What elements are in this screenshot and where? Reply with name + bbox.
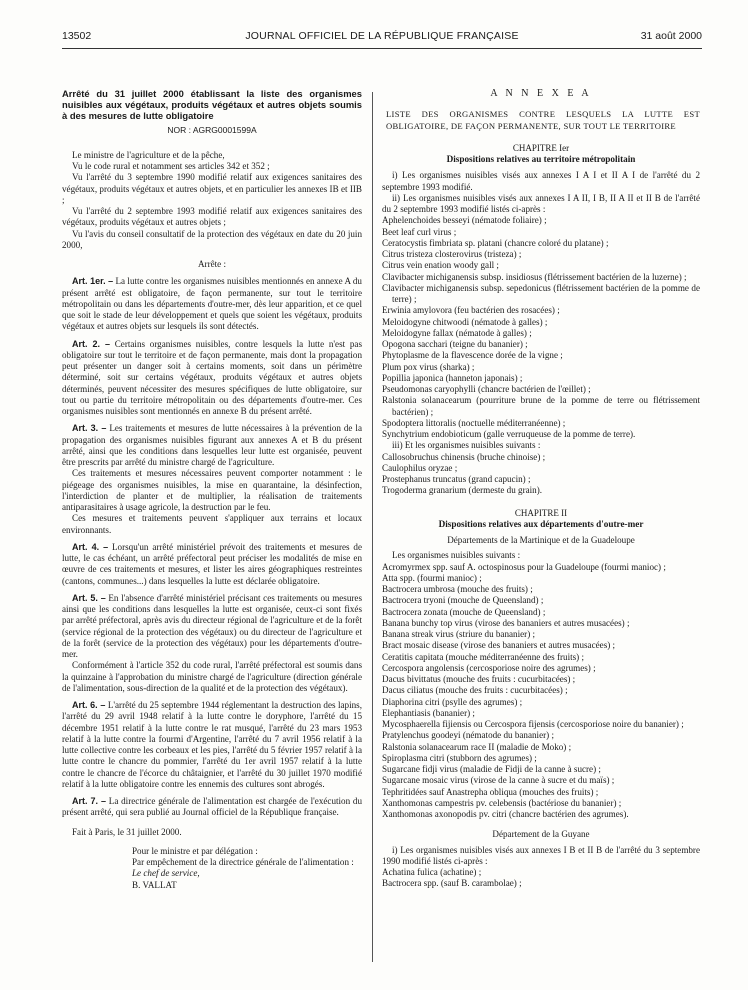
intro-line: Vu l'avis du conseil consultatif de la protection des végétaux en date du 20 juin 2000, [62,228,362,250]
article-3 [62,423,362,468]
organism-entry: Mycosphaerella fijiensis ou Cercospora fijensis (cercosporiose noire du bananier) ; [382,719,684,729]
chapter-1-item-i: i) Les organismes nuisibles visés aux annexes I A I et II A I de l'arrêté du 2 septembre 1993 modifié. [382,170,700,192]
signature-block [62,846,362,891]
article-text: La lutte contre les organismes nuisibles mentionnés en annexe A du présent arrêté est obligatoire, de façon permanente, sur tout le territoire métropolitain ou dans les départements d'outre-mer, dès leur apparition, et ce quel que soit le stade de leur développement et quels que soient les végétaux, produits végétaux et autres objets sur lesquels ils sont détectés. [62,276,362,332]
organism-entry: Diaphorina citri (psylle des agrumes) ; [382,696,523,707]
article-text: Lorsqu'un arrêté ministériel prévoit des traitements et mesures de lutte, le cas échéant, un arrêté préfectoral peut préciser les modalités de mise en œuvre de ces traitements et mesures, et lister les aires géographiques restreintes (cantons, communes...) dans lesquelles la lutte est déclarée obligatoire. [62,541,362,586]
article-label: Art. 7. – [72,796,106,807]
organism-entry: Plum pox virus (sharka) ; [382,361,475,372]
issue-date: 31 août 2000 [640,30,702,42]
article-1 [62,276,362,332]
article-7 [62,796,362,819]
organism-entry: Banana streak virus (striure du bananier) ; [382,629,536,639]
organism-entry: Prostephanus truncatus (grand capucin) ; [382,474,531,484]
organism-entry: Bract mosaic disease (virose des bananiers et autres musacées) ; [382,640,616,651]
article-text: Certains organismes nuisibles, contre lesquels la lutte n'est pas obligatoire sur tout le territoire et de façon permanente, mais dont la propagation peut présenter un danger soit à certains moments, soit dans un périmètre déterminé, soit sur certains végétaux, produits végétaux et autres objets déterminés, peuvent nécessiter des mesures spécifiques de lutte obligatoire, sur tout ou partie du territoire métropolitain ou des départements d'outre-mer. Ces organismes nuisibles sont mentionnés en annexe B du présent arrêté. [62,338,362,417]
article-4 [62,542,362,587]
organism-entry: Caulophilus oryzae ; [382,462,458,473]
chapter-1-item-ii: ii) Les organismes nuisibles visés aux annexes I A II, I B, II A II et II B de l'arrêté du 2 septembre 1993 modifié listés ci-après : [382,192,700,214]
organism-entry: Citrus tristeza closterovirus (tristeza) ; [382,249,522,259]
column-divider [372,92,373,962]
organism-entry: Trogoderma granarium (dermeste du grain). [382,485,543,496]
header-rule [62,48,702,49]
region-heading: Départements de la Martinique et de la Guadeloupe [447,535,635,545]
article-6 [62,700,362,790]
organism-entry: Elephantiasis (bananier) ; [382,707,475,718]
article-text: En l'absence d'arrêté ministériel précisant ces traitements ou mesures ainsi que les conditions dans lesquelles la lutte est organisée, ceux-ci sont fixés par arrêté préfectoral, après avis du directeur régional de l'agriculture et de la forêt (service régional de la protection des végétaux) ou du directeur de l'agriculture et de la forêt (service de la protection des végétaux) pour les départements d'outre-mer. [62,592,362,660]
article-paragraph: Ces mesures et traitements peuvent s'appliquer aux terrains et locaux environnants. [62,513,362,535]
page-header [62,30,702,50]
organism-list [382,562,700,821]
organism-entry: Ceratitis capitata (mouche méditerranéenne des fruits) ; [382,651,584,662]
article-label: Art. 5. – [72,592,106,603]
done-at: Fait à Paris, le 31 juillet 2000. [72,826,182,837]
chapter-1-title: Dispositions relatives au territoire métropolitain [446,154,636,164]
decree-title: Arrêté du 31 juillet 2000 établissant la liste des organismes nuisibles aux végétaux, produits végétaux et autres objets soumis à des mesures de lutte obligatoire [62,88,362,122]
journal-title: JOURNAL OFFICIEL DE LA RÉPUBLIQUE FRANÇAISE [245,30,519,42]
organism-entry: Sugarcane mosaic virus (virose de la canne à sucre et du maïs) ; [382,775,615,786]
region-heading: Département de la Guyane [492,829,590,840]
organism-entry: Atta spp. (fourmi manioc) ; [382,572,482,583]
page-number: 13502 [62,30,92,42]
chapter-1-item-iii: iii) Et les organismes nuisibles suivants : [392,440,541,451]
article-text: La directrice générale de l'alimentation est chargée de l'exécution du présent arrêté, qui sera publié au Journal officiel de la République française. [62,796,362,818]
organism-entry: Aphelenchoides besseyi (nématode foliaire) ; [382,215,547,226]
annex-title: LISTE DES ORGANISMES CONTRE LESQUELS LA LUTTE EST OBLIGATOIRE, DE FAÇON PERMANENTE, SUR TOUT LE TERRITOIRE [386,109,700,131]
nor-reference: NOR : AGRG0001599A [167,124,257,135]
left-column [62,88,362,891]
chapter-2-heading: CHAPITRE II [514,507,568,518]
signature-line: Le chef de service, [132,868,200,879]
organism-entry: Spodoptera littoralis (noctuelle méditerranéenne) ; [382,417,566,428]
organism-entry: Callosobruchus chinensis (bruche chinoise) ; [382,451,546,462]
organism-entry: Bactrocera spp. (sauf B. carambolae) ; [382,878,522,889]
organism-entry: Bactrocera tryoni (mouche de Queensland) ; [382,595,544,606]
signatory-name: B. VALLAT [132,879,177,890]
article-text: L'arrêté du 25 septembre 1944 réglementant la destruction des lapins, l'arrêté du 29 avril 1948 relatif à la lutte contre le doryphore, l'arrêté du 15 décembre 1951 relatif à la lutte contre le rat musqué, l'arrêté du 23 mars 1953 relatif à la lutte contre la fourmi d'Argentine, l'arrêté du 7 avril 1956 relatif à la lutte collective contre les corbeaux et les pies, l'arrêté du 5 février 1957 relatif à la lutte contre le chancre du pommier, l'arrêté du 1er avril 1957 relatif à la lutte contre le chancre de l'écorce du châtaignier, et l'arrêté du 30 juillet 1970 modifié relatif à la lutte obligatoire contre les ennemis des cultures sont abrogés. [62,700,362,789]
article-text: Les traitements et mesures de lutte nécessaires à la prévention de la propagation des organismes nuisibles figurant aux annexes A et B du présent arrêté, ainsi que les conditions dans lesquelles leur lutte est organisée, peuvent être prescrits par arrêté du ministre chargé de l'agriculture. [62,423,362,468]
organism-entry: Ralstonia solanacearum race II (maladie de Moko) ; [382,741,572,752]
article-paragraph: Conformément à l'article 352 du code rural, l'arrêté préfectoral est soumis dans la quinzaine à l'approbation du ministre chargé de l'agriculture (direction générale de l'alimentation, sous-direction de la qualité et de la protection des végétaux). [62,660,362,693]
organism-entry: Acromyrmex spp. sauf A. octospinosus pour la Guadeloupe (fourmi manioc) ; [382,561,666,572]
intro-line: Vu le code rural et notamment ses articles 342 et 352 ; [72,161,270,172]
organism-entry: Pratylenchus goodeyi (nématode du bananier) ; [382,730,554,741]
intro-line: Le ministre de l'agriculture et de la pêche, [72,149,225,160]
article-label: Art. 2. – [72,338,110,349]
organism-entry: Clavibacter michiganensis subsp. insidiosus (flétrissement bactérien de la luzerne) ; [382,271,687,282]
organism-entry: Ceratocystis fimbriata sp. platani (chancre coloré du platane) ; [382,237,609,248]
signature-line: Par empêchement de la directrice générale de l'alimentation : [132,857,354,868]
organism-entry: Sugarcane fidji virus (maladie de Fidji de la canne à sucre) ; [382,764,601,774]
organism-entry: Dacus bivittatus (mouche des fruits : cucurbitacées) ; [382,674,576,684]
organism-entry: Phytoplasme de la flavescence dorée de la vigne ; [382,350,563,361]
organism-list [382,215,700,440]
article-label: Art. 3. – [72,423,107,434]
organism-entry: Pseudomonas caryophylli (chancre bactérien de l'œillet) ; [382,384,591,394]
article-label: Art. 4. – [72,541,109,552]
right-column [382,88,700,890]
intro-line: Vu l'arrêté du 3 septembre 1990 modifié relatif aux exigences sanitaires des végétaux, produits végétaux et autres objets, et en particulier les annexes IB et IIB ; [62,172,362,205]
article-paragraph: Ces traitements et mesures nécessaires peuvent comporter notamment : le piégeage des organismes nuisibles, la mise en quarantaine, la désinfection, l'interdiction de planter et de multiplier, la réalisation de traitements antiparasitaires à usage agricole, la destruction par le feu. [62,468,362,513]
organism-entry: Clavibacter michiganensis subsp. sepedonicus (flétrissement bactérien de la pomme de terre) ; [382,282,700,304]
chapter-1-heading: CHAPITRE Ier [512,142,570,153]
intro-line: Vu l'arrêté du 2 septembre 1993 modifié relatif aux exigences sanitaires des végétaux, produits végétaux et autres objets ; [62,206,362,228]
organism-entry: Bactrocera umbrosa (mouche des fruits) ; [382,584,533,594]
organism-entry: Xanthomonas axonopodis pv. citri (chancre bactérien des agrumes). [382,809,629,819]
organism-entry: Achatina fulica (achatine) ; [382,867,482,877]
guyane-item-i: i) Les organismes nuisibles visés aux annexes I B et II B de l'arrêté du 3 septembre 1990 modifié listés ci-après : [382,844,700,866]
organism-entry: Tephritidées sauf Anastrepha obliqua (mouches des fruits) ; [382,786,599,797]
arrete-heading: Arrête : [197,259,227,270]
chapter-2-intro: Les organismes nuisibles suivants : [392,550,521,561]
organism-list [382,452,700,497]
organism-entry: Meloidogyne chitwoodi (nématode à galles) ; [382,316,548,327]
organism-entry: Bactrocera zonata (mouche de Queensland) ; [382,606,546,617]
organism-entry: Popillia japonica (hanneton japonais) ; [382,372,523,383]
organism-list [382,867,700,890]
article-5 [62,593,362,661]
organism-entry: Beet leaf curl virus ; [382,226,457,237]
organism-entry: Ralstonia solanacearum (pourriture brune de la pomme de terre ou flétrissement bactérien) ; [382,395,700,417]
signature-line: Pour le ministre et par délégation : [132,845,258,856]
chapter-2-title: Dispositions relatives aux départements d'outre-mer [438,518,644,529]
article-2 [62,339,362,418]
annex-heading: A N N E X E A [490,88,592,99]
organism-entry: Spiroplasma citri (stubborn des agrumes) ; [382,752,537,763]
article-label: Art. 1er. – [72,276,114,287]
organism-entry: Synchytrium endobioticum (galle verruqueuse de la pomme de terre). [382,429,636,439]
organism-entry: Erwinia amylovora (feu bactérien des rosacées) ; [382,305,560,316]
organism-entry: Dacus ciliatus (mouche des fruits : cucurbitacées) ; [382,685,568,696]
organism-entry: Citrus vein enation woody gall ; [382,260,499,271]
article-label: Art. 6. – [72,700,106,711]
organism-entry: Banana bunchy top virus (virose des bananiers et autres musacées) ; [382,617,630,628]
organism-entry: Cercospora angolensis (cercosporiose noire des agrumes) ; [382,662,596,673]
organism-entry: Xanthomonas campestris pv. celebensis (bactériose du bananier) ; [382,797,622,808]
organism-entry: Meloidogyne fallax (nématode à galles) ; [382,327,532,338]
organism-entry: Opogona sacchari (teigne du bananier) ; [382,339,528,349]
